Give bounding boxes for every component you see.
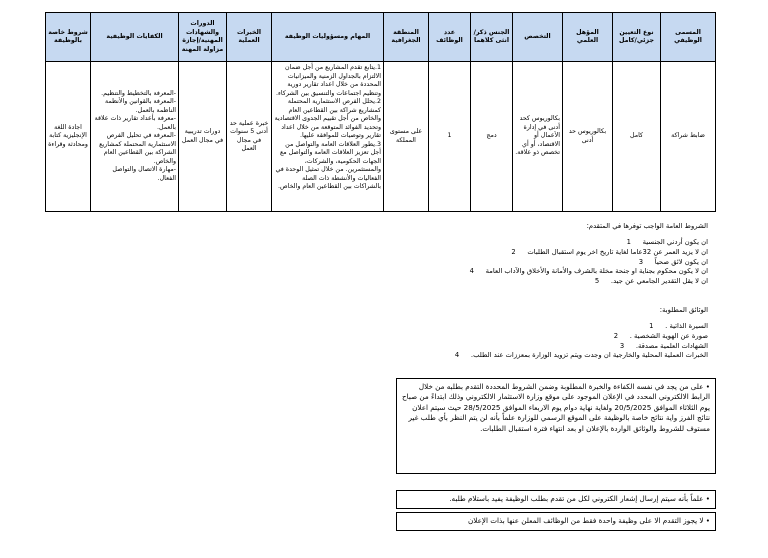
list-item [455, 351, 708, 361]
email-confirmation-note: • علماً بأنه سيتم إرسال إشعار الكتروني لكل من تقدم بطلب الوظيفة يفيد باستلام طلبه. [396, 490, 716, 509]
cell-duties [272, 62, 384, 212]
col-region-header: المنطقة الجغرافية [384, 13, 429, 62]
list-item [470, 267, 708, 277]
application-notice: • على من يجد في نفسه الكفاءة والخبرة المطلوبة وضمن الشروط المحددة التقدم بطلبه من خلال الرابط الالكتروني المحدد في الإعلان الموجود على موقع وزارة الاستثمار الالكتروني وذلك ابتداءً من صباح يوم الثلاثاء الموافق 20/5/2025 ولغاية نهاية دوام يوم الاربعاء الموافق 28/5/2025 حيث سيتم اعلان نتائج الفرز واية نتائج خاصة بالوظيفة على الموقع الرسمي للوزارة علماً بأنه لن يتم النظر بأي طلب غير مستوف للشروط والوثائق الواردة بالإعلان او بعد انتهاء فترة استقبال الطلبات. [396, 378, 716, 474]
col-title-header: المسمى الوظيفي [661, 13, 716, 62]
item-number: 5 [594, 277, 600, 286]
cell-spec: بكالوريوس كحد أدنى في إدارة الأعمال أو الاقتصاد، أو أي تخصص ذو علاقة. [513, 62, 563, 212]
item-number: 4 [454, 351, 460, 360]
item-text: ان لا يزيد العمر عن 32عاما لغاية تاريخ اخر يوم استقبال الطلبات [527, 247, 708, 256]
item-number: 2 [511, 247, 516, 256]
list-item [455, 342, 708, 352]
cell-region: على مستوى المملكة [384, 62, 429, 212]
general-conditions-title: الشروط العامة الواجب توفرها في المتقدم: [586, 222, 708, 230]
cell-qual: بكالوريوس حد أدنى [563, 62, 613, 212]
cell-exp: خبرة عملية حد أدنى 5 سنوات في مجال العمل [227, 62, 272, 212]
item-number: 2 [613, 331, 619, 340]
cell-skills [91, 62, 179, 212]
duty-item: 3.يطور العلاقات العامة والتواصل من أجل تعزيز العلاقات العامة والتواصل مع الجهات الحكومية، والشركات، والمستثمرين. من خلال تمثيل الوحدة في الفعاليات والأنشطة ذات الصلة بالشراكات بين القطاعين العام والخاص. [275, 140, 381, 190]
list-item [455, 332, 708, 342]
col-count-header: عدد الوظائف [429, 13, 471, 62]
col-skills-header: الكفايات الوظيفية [91, 13, 179, 62]
single-application-note: • لا يجوز التقدم الا على وظيفة واحدة فقط من الوظائف المعلن عنها بذات الإعلان [396, 512, 716, 531]
skill-item: -المعرفة بالتخطيط والتنظيم. [101, 89, 176, 97]
item-number: 3 [619, 341, 625, 350]
skill-item: -المعرفة في تحليل الفرص الاستثمارية المحتملة كمشاريع الشراكة بين القطاعين العام والخاص. [99, 132, 176, 165]
duty-item: 2.يحلل الفرص الاستثمارية المحتملة كمشاريع شراكة بين القطاعين العام والخاص من أجل تقييم الجدوى الاقتصادية وتحديد الفوائد المتوقعة من خلال اعداد تقارير وتوصيات للموافقة عليها. [274, 98, 381, 139]
list-item [455, 322, 708, 332]
item-text: ان يكون لائق صحياً [654, 257, 708, 266]
cell-gender: دمج [471, 62, 513, 212]
required-documents [455, 306, 708, 361]
col-exp-header: الخبرات العملية [227, 13, 272, 62]
list-item [470, 238, 708, 248]
header-row [46, 13, 716, 62]
list-item [470, 258, 708, 268]
general-conditions [470, 222, 708, 287]
skill-item: -المعرفة بالقوانين والأنظمة الناظمة بالعمل. [104, 98, 176, 114]
col-qual-header: المؤهل العلمي [563, 13, 613, 62]
cell-courses: دورات تدريبية في مجال العمل [179, 62, 227, 212]
item-text: السيرة الذاتية . [665, 321, 708, 330]
item-text: ان يكون أردني الجنسية [642, 237, 708, 246]
jobs-table [45, 12, 716, 212]
col-duties-header: المهام ومسؤوليات الوظيفة [272, 13, 384, 62]
item-number: 4 [469, 267, 474, 276]
item-number: 3 [638, 257, 644, 266]
col-courses-header: الدورات والشهادات المهنية/إجازة مزاولة المهنة [179, 13, 227, 62]
item-number: 1 [649, 321, 654, 330]
cell-count: 1 [429, 62, 471, 212]
list-item [470, 277, 708, 287]
col-special-header: شروط خاصة بالوظيفة [46, 13, 91, 62]
item-text: الخبرات العملية المحلية والخارجية ان وجدت ويتم تزويد الوزارة بمعززات عند الطلب. [470, 351, 708, 360]
list-item [470, 248, 708, 258]
item-text: الشهادات العلمية مصدقة. [635, 341, 708, 350]
required-documents-title: الوثائق المطلوبة: [659, 306, 708, 314]
skill-item: -مهارة الاتصال والتواصل الفعال. [112, 166, 176, 182]
cell-special: اجادة اللغة الإنجليزية كتابة ومحادثة وقراءة [46, 62, 91, 212]
cell-title: ضابط شراكة [661, 62, 716, 212]
col-spec-header: التخصص [513, 13, 563, 62]
item-text: صورة عن الهوية الشخصية . [629, 331, 708, 340]
item-number: 1 [626, 237, 631, 246]
col-type-header: نوع التعيين جزئي/كامل [613, 13, 661, 62]
table-row [46, 62, 716, 212]
item-text: ان لا يكون محكوم بجناية او جنحة مخلة بالشرف والأمانة والأخلاق والآداب العامة [485, 267, 708, 276]
col-gender-header: الجنس ذكر/انثى كلاهما [471, 13, 513, 62]
item-text: ان لا يقل التقدير الجامعي عن جيد. [610, 277, 708, 286]
cell-type: كامل [613, 62, 661, 212]
skill-item: -معرفة بأعداد تقارير ذات علاقة بالعمل. [94, 115, 176, 131]
duty-item: 1.يتابع تقدم المشاريع من أجل ضمان الالتزام بالجداول الزمنية والميزانيات المحددة من خلال اعداد تقارير دورية وتنظيم اجتماعات والتنسيق بين الشركاء. [275, 64, 381, 97]
